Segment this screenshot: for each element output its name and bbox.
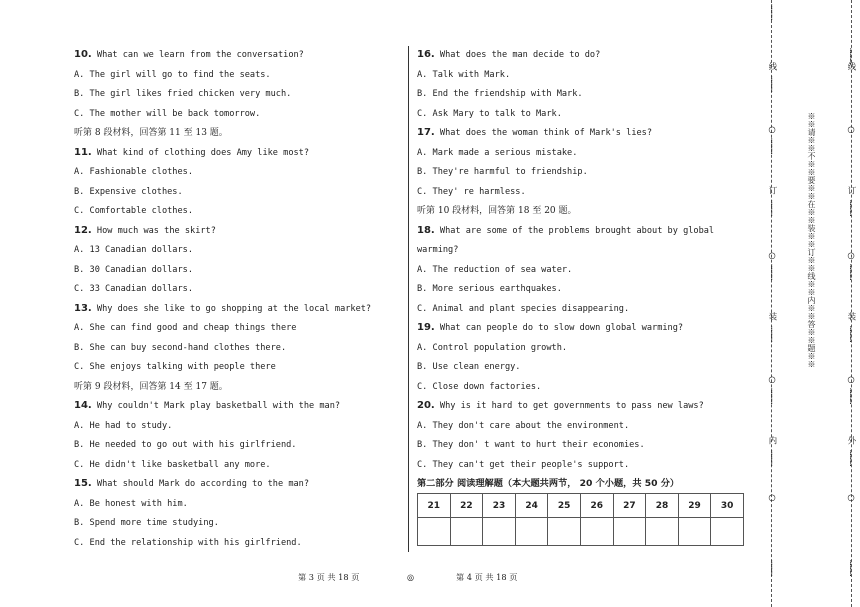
answer-score-table [417,493,744,546]
line-text: C. Animal and plant species disappearing. [417,304,630,314]
question-number: 13. [74,303,92,314]
score-number-cell: 26 [580,494,613,518]
question-stem [417,322,683,334]
circle-mark: ○ [846,250,856,260]
binding-dots: ………… [848,560,857,576]
answer-option [74,88,291,100]
binding-dots: ………… [769,326,778,342]
line-text: C. They can't get their people's support. [417,460,630,470]
question-stem [74,478,309,490]
binding-dots: ………… [848,450,857,466]
line-text: B. The girl likes fried chicken very much. [74,89,292,99]
circle-mark: ○ [846,124,856,134]
question-stem [74,147,309,159]
line-text: warming? [417,245,459,255]
answer-option [74,69,271,81]
circle-mark: ○ [846,492,856,502]
binding-dots: ………… [769,560,778,576]
line-text: What can we learn from the conversation? [91,50,304,60]
answer-option [74,108,260,120]
page-number-left: 第 3 页 共 18 页 [298,572,360,582]
line-text: A. Talk with Mark. [417,70,511,80]
answer-option [74,420,172,432]
score-number-cell: 24 [515,494,548,518]
answer-option [417,420,629,432]
answer-option [417,264,572,276]
binding-label: 装 [768,312,778,321]
listening-instruction [74,127,228,139]
answer-option [417,361,520,373]
answer-option [417,303,629,315]
answer-blank-cell[interactable] [646,518,679,546]
answer-option [417,88,583,100]
line-text: What kind of clothing does Amy like most? [91,148,310,158]
answer-option [417,69,510,81]
listening-instruction [417,205,577,217]
answer-option [74,498,188,510]
answer-option [74,361,276,373]
question-number: 19. [417,322,435,333]
answer-option [417,283,562,295]
line-text: A. She can find good and cheap things there [74,323,297,333]
binding-label: 订 [768,186,778,195]
line-text: Why couldn't Mark play basketball with the man? [91,401,341,411]
center-mark: ◎ [407,572,415,582]
line-text: What should Mark do according to the man? [91,479,310,489]
line-text: C. She enjoys talking with people there [74,362,276,372]
listening-instruction [74,381,228,393]
line-text: A. The girl will go to find the seats. [74,70,271,80]
score-number-cell: 29 [678,494,711,518]
question-stem [74,400,340,412]
line-text: What can people do to slow down global warming? [434,323,684,333]
answer-option [74,537,302,549]
answer-option [74,205,193,217]
line-text: A. They don't care about the environment. [417,421,630,431]
answer-option [417,459,629,471]
line-text: C. Ask Mary to talk to Mark. [417,109,562,119]
answer-option [74,517,219,529]
score-number-cell: 21 [418,494,451,518]
line-text: B. Use clean energy. [417,362,521,372]
line-text: What are some of the problems brought about by global [434,226,715,236]
binding-dots: ………… [769,264,778,280]
line-text: How much was the skirt? [91,226,216,236]
binding-dots: ………… [769,388,778,404]
line-text: C. End the relationship with his girlfriend. [74,538,302,548]
answer-blank-cell[interactable] [515,518,548,546]
binding-dots: ………… [769,200,778,216]
line-text: B. Spend more time studying. [74,518,219,528]
binding-label: 线 [768,62,778,71]
score-number-cell: 30 [711,494,744,518]
answer-option [74,342,286,354]
circle-mark: ○ [767,492,777,502]
line-text: B. Expensive clothes. [74,187,183,197]
circle-mark: ○ [767,250,777,260]
answer-blank-cell[interactable] [418,518,451,546]
page-number-right: 第 4 页 共 18 页 [456,572,518,582]
binding-label: 线 [847,62,857,71]
question-number: 12. [74,225,92,236]
question-stem [74,225,216,237]
answer-option [417,381,541,393]
line-text: C. They' re harmless. [417,187,526,197]
answer-option [417,244,458,256]
line-text: B. 30 Canadian dollars. [74,265,193,275]
answer-option [74,322,296,334]
binding-label: 订 [847,186,857,195]
answer-blank-cell[interactable] [548,518,581,546]
score-number-cell: 23 [483,494,516,518]
answer-option [417,166,588,178]
line-text: C. He didn't like basketball any more. [74,460,271,470]
question-number: 11. [74,147,92,158]
score-number-cell: 25 [548,494,581,518]
line-text: A. Control population growth. [417,343,568,353]
answer-option [74,264,193,276]
binding-dots: ………… [769,450,778,466]
answer-option [74,166,193,178]
column-divider [408,46,409,552]
line-text: B. They're harmful to friendship. [417,167,588,177]
line-text: Why does she like to go shopping at the local market? [91,304,372,314]
binding-dots: ………… [848,326,857,342]
question-number: 17. [417,127,435,138]
line-text: Why is it hard to get governments to pass new laws? [434,401,704,411]
binding-label: 外 [847,436,857,445]
question-number: 16. [417,49,435,60]
line-text: B. He needed to go out with his girlfriend. [74,440,297,450]
line-text: C. The mother will be back tomorrow. [74,109,261,119]
line-text: C. Comfortable clothes. [74,206,193,216]
line-text: 听第 8 段材料，回答第 11 至 13 题。 [74,128,228,138]
circle-mark: ○ [767,124,777,134]
answer-option [74,244,193,256]
line-text: A. He had to study. [74,421,173,431]
question-stem [74,303,371,315]
binding-dots: ………… [848,388,857,404]
binding-dots: ………… [769,4,778,20]
answer-blank-cell[interactable] [450,518,483,546]
line-text: A. Fashionable clothes. [74,167,193,177]
line-text: B. More serious earthquakes. [417,284,562,294]
line-text: 听第 10 段材料，回答第 18 至 20 题。 [417,206,577,216]
line-text: A. The reduction of sea water. [417,265,573,275]
answer-option [417,108,562,120]
line-text: A. Mark made a serious mistake. [417,148,578,158]
line-text: 听第 9 段材料，回答第 14 至 17 题。 [74,382,228,392]
binding-dots: ………… [848,200,857,216]
binding-label: 内 [768,436,778,445]
binding-dots: ………… [769,76,778,92]
question-number: 20. [417,400,435,411]
line-text: What does the man decide to do? [434,50,601,60]
answer-option [74,439,296,451]
answer-option [417,342,567,354]
question-number: 10. [74,49,92,60]
question-stem [417,225,714,237]
answer-option [417,439,645,451]
circle-mark: ○ [846,374,856,384]
question-number: 15. [74,478,92,489]
binding-dots: ………… [769,138,778,154]
binding-label: 装 [847,312,857,321]
binding-dots: ………… [848,264,857,280]
section-title: 第二部分 阅读理解题（本大题共两节， 20 个小题，共 50 分） [417,478,680,489]
binding-dots: ………… [848,48,857,64]
question-stem [74,49,304,61]
answer-blank-cell[interactable] [613,518,646,546]
answer-blank-cell[interactable] [483,518,516,546]
question-stem [417,400,704,412]
line-text: B. They don' t want to hurt their economies. [417,440,645,450]
question-number: 18. [417,225,435,236]
circle-mark: ○ [767,374,777,384]
answer-blank-cell[interactable] [711,518,744,546]
line-text: A. Be honest with him. [74,499,188,509]
answer-option [74,459,271,471]
answer-option [74,186,183,198]
score-number-cell: 27 [613,494,646,518]
line-text: A. 13 Canadian dollars. [74,245,193,255]
question-number: 14. [74,400,92,411]
answer-blank-cell[interactable] [580,518,613,546]
binding-notice: ※※请※※不※※要※※在※※装※※订※※线※※内※※答※※题※※ [807,112,816,368]
question-stem [417,49,600,61]
line-text: C. Close down factories. [417,382,542,392]
answer-option [417,147,577,159]
answer-option [417,186,526,198]
score-number-cell: 28 [646,494,679,518]
answer-blank-cell[interactable] [678,518,711,546]
question-stem [417,127,652,139]
line-text: B. End the friendship with Mark. [417,89,583,99]
answer-option [74,283,193,295]
line-text: C. 33 Canadian dollars. [74,284,193,294]
score-number-cell: 22 [450,494,483,518]
line-text: B. She can buy second-hand clothes there. [74,343,287,353]
line-text: What does the woman think of Mark's lies? [434,128,653,138]
